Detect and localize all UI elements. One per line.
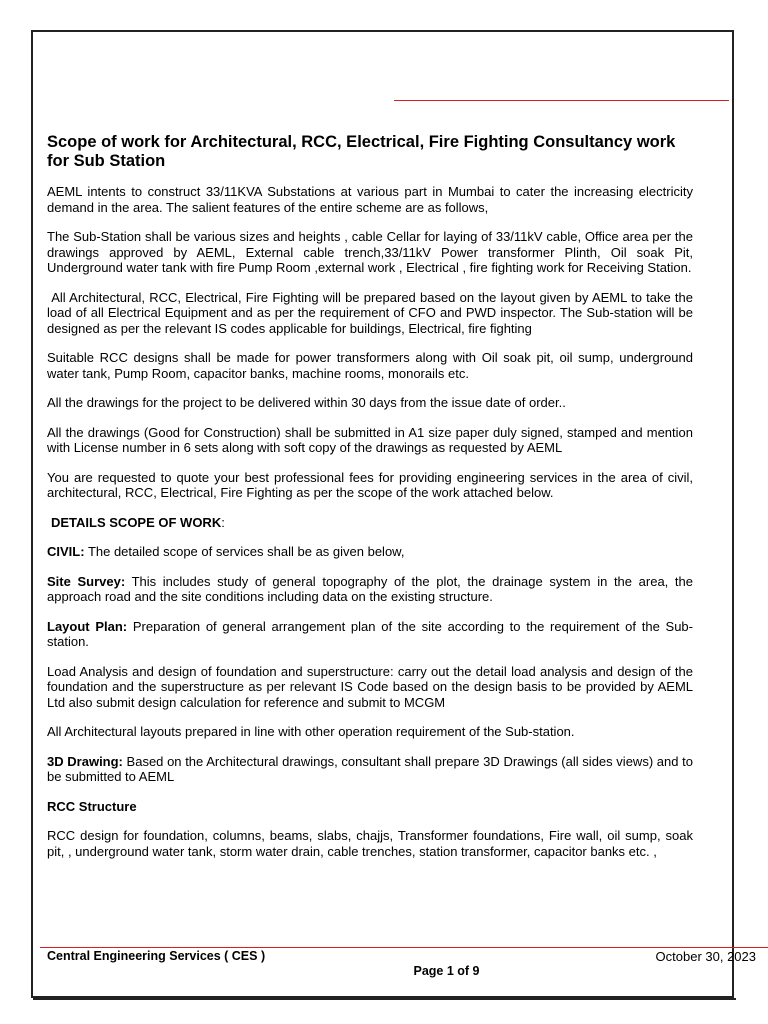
- paragraph-load-analysis: Load Analysis and design of foundation and superstructure: carry out the detail load analysis and design of the foundation and the superstructure as per relevant IS Code based on the design basis to be provided by AEML Ltd also submit design calculation for reference and submit to MCGM: [47, 663, 693, 710]
- document-title: Scope of work for Architectural, RCC, Electrical, Fire Fighting Consultancy work for Sub Station: [47, 133, 676, 170]
- site-survey-text: This includes study of general topography of the plot, the drainage system in the area, the approach road and the site conditions including data on the existing structure.: [47, 573, 694, 604]
- paragraph-substation: The Sub-Station shall be various sizes and heights , cable Cellar for laying of 33/11kV cable, Office area per the drawings approved by AEML, External cable trench,33/11kV Power transformer Plinth, Oil soak Pit, Underground water tank with fire Pump Room ,external work , Electrical , fire fighting work for Receiving Station.: [47, 229, 693, 275]
- paragraph-arch-layouts: All Architectural layouts prepared in line with other operation requirement of the Sub-station.: [47, 724, 575, 739]
- rcc-heading: RCC Structure: [47, 798, 137, 814]
- paragraph-delivery: All the drawings for the project to be delivered within 30 days from the issue date of order..: [47, 395, 566, 410]
- civil-text: The detailed scope of services shall be as given below,: [84, 544, 405, 559]
- header-rule: [394, 100, 729, 101]
- paragraph-rcc-text: RCC design for foundation, columns, beams, slabs, chajjs, Transformer foundations, Fire wall, oil sump, soak pit, , underground water tank, storm water drain, cable trenches, station transformer, capacitor banks etc. ,: [47, 828, 693, 859]
- layout-plan-label: Layout Plan:: [47, 618, 128, 634]
- drawing-3d-text: Based on the Architectural drawings, consultant shall prepare 3D Drawings (all sides views) and to be submitted to AEML: [47, 753, 693, 784]
- details-heading-line: [47, 515, 693, 531]
- page-border-shadow: [33, 998, 736, 1000]
- details-colon: :: [221, 514, 225, 530]
- civil-label: CIVIL:: [47, 544, 85, 559]
- layout-plan-text: Preparation of general arrangement plan of the site according to the requirement of the Sub- station.: [47, 618, 693, 649]
- civil-line: [47, 544, 693, 560]
- paragraph-submission: All the drawings (Good for Construction) shall be submitted in A1 size paper duly signed, stamped and mention with License number in 6 sets along with soft copy of the drawings as requested by AEML: [47, 424, 693, 455]
- footer-date: October 30, 2023: [655, 949, 756, 964]
- rcc-heading-line: [47, 799, 693, 815]
- site-survey-line: [47, 574, 693, 605]
- footer-page-number: Page 1 of 9: [413, 964, 480, 978]
- paragraph-rcc-designs: Suitable RCC designs shall be made for power transformers along with Oil soak pit, oil sump, underground water tank, Pump Room, capacitor banks, machine rooms, monorails etc.: [47, 350, 693, 381]
- document-body: [47, 133, 697, 873]
- drawing-3d-label: 3D Drawing:: [47, 753, 123, 769]
- layout-plan-line: [47, 619, 693, 650]
- details-heading: DETAILS SCOPE OF WORK: [51, 514, 222, 530]
- paragraph-intro: AEML intents to construct 33/11KVA Substations at various part in Mumbai to cater the increasing electricity demand in the area. The salient features of the entire scheme are as follows,: [47, 184, 693, 215]
- paragraph-design: All Architectural, RCC, Electrical, Fire Fighting will be prepared based on the layout given by AEML to take the load of all Electrical Equipment and as per the requirement of CFO and PWD inspector. The Sub-station will be designed as per the relevant IS codes applicable for buildings, Electrical, fire fighting: [47, 289, 697, 336]
- paragraph-quote-request: You are requested to quote your best professional fees for providing engineering services in the area of civil, architectural, RCC, Electrical, Fire Fighting as per the scope of the work attached below.: [47, 469, 693, 500]
- drawing-3d-line: [47, 754, 693, 785]
- footer-rule: [40, 947, 768, 948]
- footer-org: Central Engineering Services ( CES ): [47, 949, 266, 963]
- site-survey-label: Site Survey:: [47, 573, 126, 589]
